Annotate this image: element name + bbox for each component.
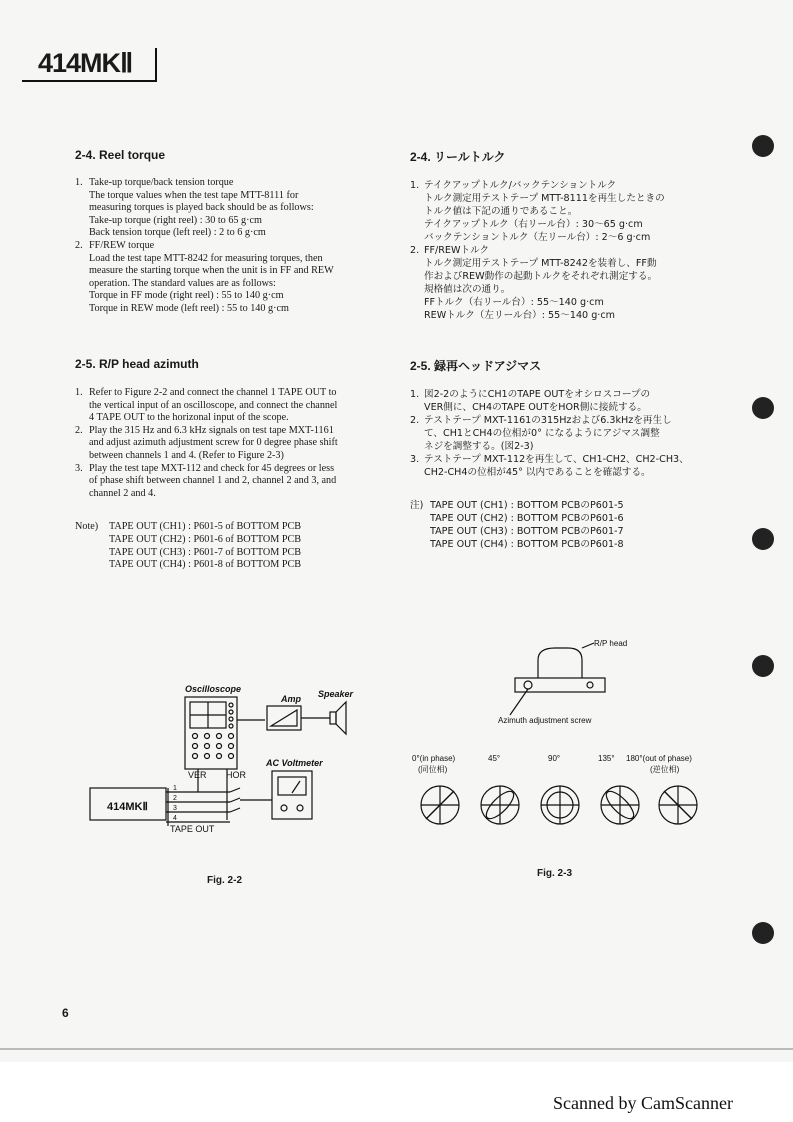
phase-135-icon xyxy=(601,786,639,824)
list-item: 1. Take-up torque/back tension torque The torque values when the test tape MTT-8111 for measuring torques is played back should be as follows: Take-up torque (right reel) : 30 to 65 g·cm Back tension torque (left reel) : 2 to 6 g·cm xyxy=(75,177,314,239)
channel-4: 4 xyxy=(173,815,177,822)
figure-2-2-diagram xyxy=(80,680,380,840)
list-item: 2. テストテープ MXT-1161の315Hzおよび6.3kHzを再生し て、CH1とCH4の位相が0° になるようにアジマス調整 ネジを調整する。(図2-3) xyxy=(410,415,672,452)
figure-2-3-diagram xyxy=(410,630,720,830)
oscilloscope-label: Oscilloscope xyxy=(185,684,242,694)
list-item: 2. Play the 315 Hz and 6.3 kHz signals on test tape MXT-1161 and adjust azimuth adjustment screw for 0 degree phase shift between channels 1 and 4. (Refer to Figure 2-3) xyxy=(75,424,338,461)
section-title-reel-torque: 2-4. Reel torque xyxy=(75,148,166,162)
speaker-label: Speaker xyxy=(318,689,354,699)
note-block-jp: 注) TAPE OUT (CH1) : BOTTOM PCBのP601-5 TAPE OUT (CH2) : BOTTOM PCBのP601-6 TAPE OUT (CH3) : BOTTOM PCBのP601-7 TAPE OUT (CH4) : BOTTOM PCBのP601-8 xyxy=(410,500,624,550)
channel-1: 1 xyxy=(173,785,177,792)
binder-hole xyxy=(752,922,774,944)
tape-out-label: TAPE OUT xyxy=(170,824,215,834)
binder-hole xyxy=(752,135,774,157)
phase-0-jp: (同位相) xyxy=(418,765,448,774)
list-item: 2. FF/REW torque Load the test tape MTT-8242 for measuring torques, then measure the starting torque when the unit is in FF and REW operation. The standard values are as follows: Torque in FF mode (right reel) : 55 to 140 g·cm Torque in REW mode (left reel) : 55 to 140 g·cm xyxy=(75,239,334,314)
screw-icon xyxy=(524,681,532,689)
list-item: 3. Play the test tape MXT-112 and check for 45 degrees or less of phase shift between channel 1 and 2, channel 2 and 3, and channel 2 and 4. xyxy=(75,462,337,499)
phase-0-label: 0°(in phase) xyxy=(412,754,456,763)
phase-0-icon xyxy=(421,786,459,824)
channel-2: 2 xyxy=(173,795,177,802)
ver-label: VER xyxy=(188,770,207,780)
phase-90-label: 90° xyxy=(548,754,561,763)
binder-hole xyxy=(752,397,774,419)
head-label: R/P head xyxy=(594,639,628,648)
figure-2-2-caption: Fig. 2-2 xyxy=(207,875,243,886)
list-item: 3. テストテープ MXT-112を再生して、CH1-CH2、CH2-CH3、 CH2-CH4の位相が45° 以内であることを確認する。 xyxy=(410,454,689,478)
right-column xyxy=(410,148,725,322)
list-item: 2. FF/REWトルク トルク測定用テストテープ MTT-8242を装着し、FF動 作およびREW動作の起動トルクをそれぞれ測定する。 規格値は次の通り。 FFトルク（右リール台）: 55～140 g·cm REWトルク（左リール台）: 55～140 g·cm xyxy=(410,245,658,321)
speaker-icon xyxy=(330,712,336,724)
device-label: 414MKⅡ xyxy=(107,801,148,813)
hor-label: HOR xyxy=(226,770,246,780)
head-icon xyxy=(538,648,582,678)
header-rule-vertical xyxy=(155,48,157,82)
amp-symbol-icon xyxy=(271,710,297,726)
left-column-azimuth xyxy=(75,357,385,572)
note-block: Note) TAPE OUT (CH1) : P601-5 of BOTTOM PCB TAPE OUT (CH2) : P601-6 of BOTTOM PCB TAPE OUT (CH3) : P601-7 of BOTTOM PCB TAPE OUT (CH4) : P601-8 of BOTTOM PCB xyxy=(75,521,302,571)
page-number: 6 xyxy=(62,1006,69,1020)
right-column-azimuth xyxy=(410,357,725,551)
phase-45-label: 45° xyxy=(488,754,501,763)
screw-label: Azimuth adjustment screw xyxy=(498,716,592,725)
channel-3: 3 xyxy=(173,805,177,812)
binder-hole xyxy=(752,655,774,677)
phase-135-label: 135° xyxy=(598,754,615,763)
header-rule xyxy=(22,80,157,82)
scanner-watermark: Scanned by CamScanner xyxy=(553,1093,733,1113)
phase-180-jp: (逆位相) xyxy=(650,765,680,774)
page-edge xyxy=(0,1048,793,1050)
left-column xyxy=(75,148,385,316)
list-item: 1. Refer to Figure 2-2 and connect the channel 1 TAPE OUT to the vertical input of an oscilloscope, and connect the channel 4 TAPE OUT to the horizonal input of the scope. xyxy=(75,387,338,424)
section-title-azimuth-jp: 2-5. 録再ヘッドアジマス xyxy=(410,359,542,373)
amp-label: Amp xyxy=(281,694,301,704)
figure-2-3-caption: Fig. 2-3 xyxy=(537,868,573,879)
binder-hole xyxy=(752,528,774,550)
section-title-azimuth: 2-5. R/P head azimuth xyxy=(75,357,199,371)
phase-180-icon xyxy=(659,786,697,824)
phase-45-icon xyxy=(481,786,519,824)
model-title: 414MKⅡ xyxy=(38,48,133,78)
voltmeter-label: AC Voltmeter xyxy=(266,758,323,768)
phase-90-icon xyxy=(541,786,579,824)
list-item: 1. 図2-2のようにCH1のTAPE OUTをオシロスコープの VER側に、CH4のTAPE OUTをHOR側に接続する。 xyxy=(410,389,651,413)
phase-180-label: 180°(out of phase) xyxy=(626,754,692,763)
section-title-reel-torque-jp: 2-4. リールトルク xyxy=(410,150,506,164)
list-item: 1. テイクアップトルク/バックテンショントルク トルク測定用テストテープ MTT-8111を再生したときの トルク値は下記の通りであること。 テイクアップトルク（右リール台）: 30～65 g·cm バックテンショントルク（左リール台）: 2～6 g·cm xyxy=(410,180,665,243)
